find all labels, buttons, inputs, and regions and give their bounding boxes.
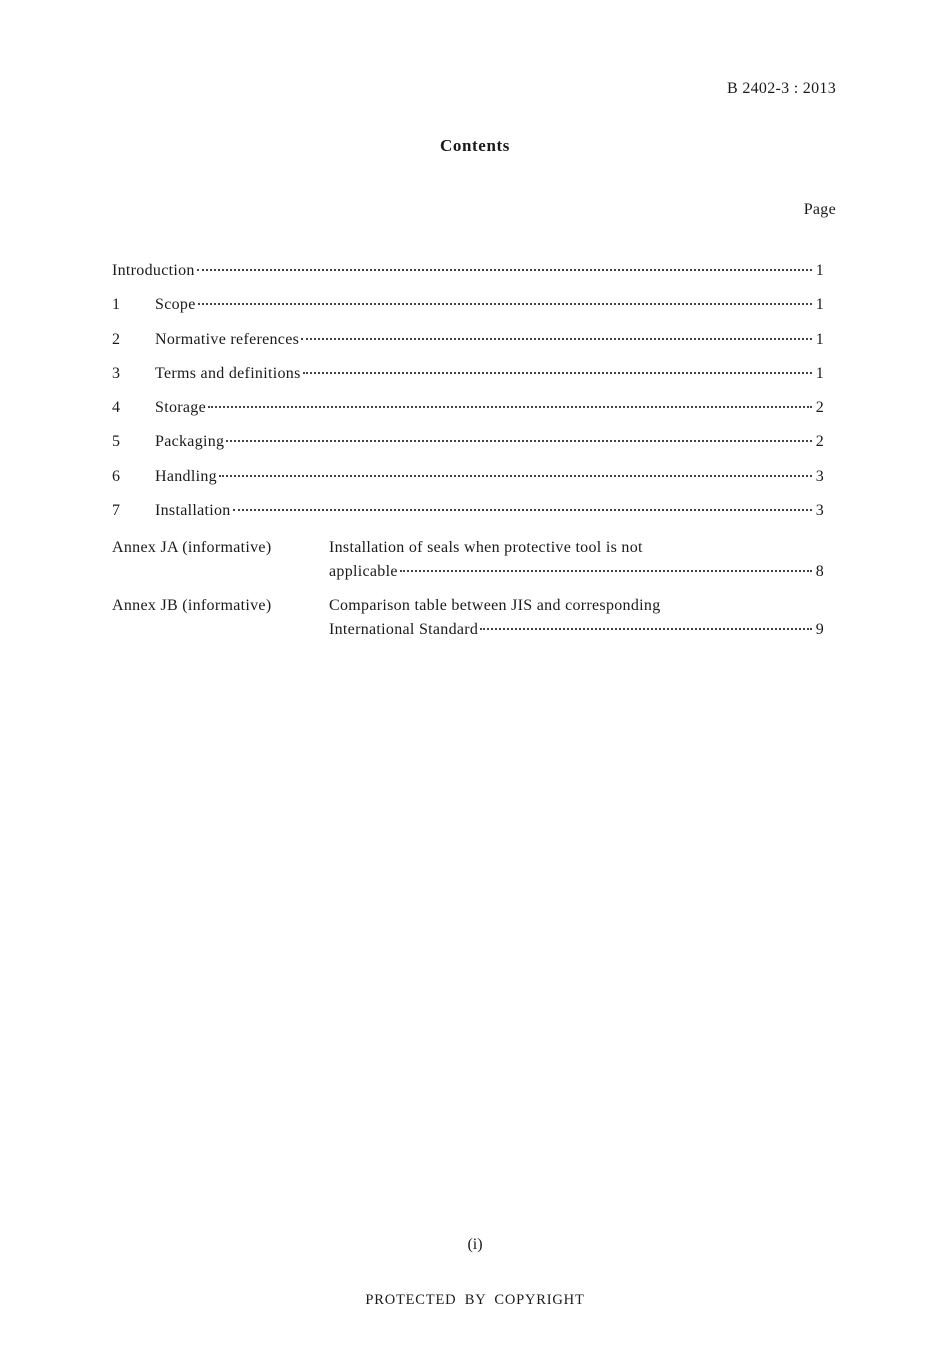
toc-entry-annex-jb[interactable] [112,594,824,642]
dot-leader [480,628,811,630]
annex-title [329,594,824,642]
toc-entry-number: 6 [112,467,121,485]
toc-entry-page: 3 [815,467,824,485]
page-folio: (i) [467,1236,483,1253]
dot-leader [233,509,812,511]
toc-entry-number: 7 [112,502,121,520]
dot-leader [219,475,812,477]
table-of-contents [112,262,824,652]
toc-entry-page: 1 [815,262,824,279]
dot-leader [197,269,812,271]
toc-entry-scope[interactable] [112,296,824,330]
annex-title [329,536,824,584]
annex-label: Annex JB (informative) [112,597,272,615]
dot-leader [303,372,812,374]
toc-entry-page: 2 [815,433,824,451]
toc-entry-label: Scope [155,296,196,314]
toc-entry-page: 1 [815,330,824,348]
toc-entry-label: Installation [155,502,231,520]
page-column-heading: Page [803,201,836,218]
toc-entry-introduction[interactable] [112,262,824,296]
toc-entry-page: 8 [815,563,824,581]
toc-entry-label: Storage [155,399,206,417]
toc-entry-storage[interactable] [112,399,824,433]
dot-leader [198,303,812,305]
dot-leader [400,570,812,572]
toc-entry-label: Handling [155,467,217,485]
toc-entry-label: Terms and definitions [155,364,301,382]
dot-leader [208,406,812,408]
annex-title-line: Comparison table between JIS and corresponding [329,597,661,615]
dot-leader [301,338,812,340]
annex-title-last-line [329,560,824,584]
toc-entry-page: 2 [815,399,824,417]
annex-title-line: applicable [329,563,398,581]
copyright-notice: PROTECTED BY COPYRIGHT [365,1292,585,1308]
document-number: B 2402-3 : 2013 [727,80,836,97]
contents-title: Contents [440,136,510,155]
toc-entry-installation[interactable] [112,502,824,536]
toc-entry-page: 1 [815,364,824,382]
toc-entry-packaging[interactable] [112,433,824,467]
annex-label: Annex JA (informative) [112,539,272,557]
toc-entry-handling[interactable] [112,468,824,502]
toc-entry-number: 2 [112,330,121,348]
toc-entry-page: 9 [815,621,824,639]
toc-entry-page: 3 [815,502,824,520]
toc-entry-label: Packaging [155,433,225,451]
annex-title-line: International Standard [329,621,479,639]
toc-entry-number: 5 [112,433,121,451]
toc-entry-number: 3 [112,364,121,382]
toc-entry-annex-ja[interactable] [112,536,824,584]
toc-entry-number: 4 [112,399,121,417]
dot-leader [226,440,811,442]
annex-title-line: Installation of seals when protective tool is not [329,539,643,557]
toc-entry-page: 1 [815,296,824,314]
annex-title-last-line [329,618,824,642]
toc-entry-label: Introduction [112,262,195,279]
toc-entry-normative-references[interactable] [112,331,824,365]
toc-entry-label: Normative references [155,330,300,348]
toc-entry-number: 1 [112,296,121,314]
toc-entry-terms-and-definitions[interactable] [112,365,824,399]
